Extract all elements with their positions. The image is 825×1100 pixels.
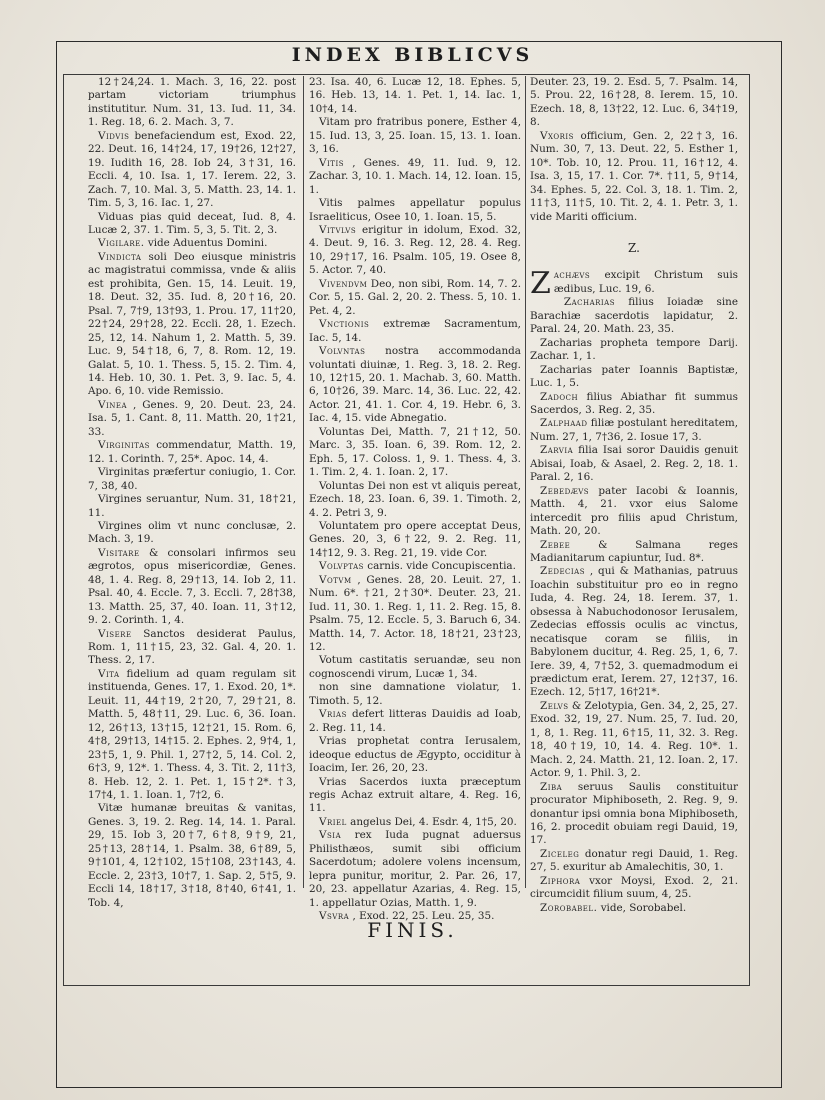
index-entry <box>309 574 521 655</box>
entry-text: Votum castitatis seruandæ, seu non cognoscendi virum, Lucæ 1, 34. <box>309 654 521 680</box>
entry-text: erigitur in idolum, Exod. 32, 4. Deut. 9, 16. 3. Reg. 12, 28. 4. Reg. 10, 29†17, 16. Psalm. 105, 19. Osee 8, 5. Actor. 7, 40. <box>309 223 521 277</box>
entry-headword: Vitvlvs <box>319 223 357 236</box>
index-entry <box>530 875 738 902</box>
index-entry <box>309 829 521 910</box>
index-entry <box>530 848 738 875</box>
entry-text: Voluntatem pro opere acceptat Deus, Genes. 20, 3, 6†22, 9. 2. Reg. 11, 14†12, 9. 3. Reg. 21, 19. vide Cor. <box>309 519 521 559</box>
entry-headword: Vinea <box>98 398 128 411</box>
index-entry <box>309 157 521 197</box>
entry-text: Vitis palmes appellatur populus Israeliticus, Osee 10, 1. Ioan. 15, 5. <box>309 197 521 223</box>
index-entry <box>88 668 296 803</box>
index-entry <box>530 781 738 848</box>
entry-text: , Genes. 49, 11. Iud. 9, 12. Zachar. 3, 10. 1. Mach. 14, 12. Ioan. 15, 1. <box>309 156 521 196</box>
index-entry <box>309 681 521 708</box>
entry-headword: Vrias <box>319 708 347 721</box>
index-entry <box>530 700 738 781</box>
entry-text: Deo, non sibi, Rom. 14, 7. 2. Cor. 5, 15. Gal. 2, 20. 2. Thess. 5, 10. 1. Pet. 4, 2. <box>309 277 521 317</box>
index-entry <box>88 237 296 250</box>
entry-headword: Vnctionis <box>319 318 370 331</box>
entry-headword: Votvm <box>319 573 352 586</box>
entry-text: , Exod. 22, 25. Leu. 25, 35. <box>352 910 495 923</box>
index-entry <box>88 547 296 628</box>
entries-v-end <box>530 76 738 224</box>
entry-headword: Zebee <box>540 538 571 551</box>
entry-headword: Vigilare. <box>98 237 145 250</box>
index-entry <box>88 211 296 238</box>
entry-text: non sine damnatione violatur, 1. Timoth. 5, 12. <box>309 681 521 707</box>
entry-text: & Zelotypia, Gen. 34, 2, 25, 27. Exod. 32, 19, 27. Num. 25, 7. Iud. 20, 1, 8, 1. Reg. 11, 6†15, 11, 32. 3. Reg. 18, 40†19, 10, 14. 4. Reg. 10*. 1. Mach. 2, 24. Matth. 21, 12. Ioan. 2, 17. Actor. 9, 1. Phil. 3, 2. <box>530 699 738 780</box>
entry-text: vide, Sorobabel. <box>600 901 687 914</box>
column-rule-left <box>303 76 304 888</box>
entry-text: carnis. vide Concupiscentia. <box>367 560 516 573</box>
drop-cap-letter: Z <box>530 266 551 302</box>
entry-text: Vitæ humanæ breuitas & vanitas, Genes. 3, 19. 2. Reg. 14, 14. 1. Paral. 29, 15. Iob 3, 20†7, 6†8, 9†9, 21, 25†13, 28†14, 1. Psalm. 38, 6†89, 5, 9†101, 4, 12†102, 15†108, 23†143, 4. Eccle. 2, 23†3, 10†7, 1. Sap. 2, 5†5, 9. Eccli 14, 18†17, 3†18, 8†40, 6†41, 1. Tob. 4, <box>88 802 296 909</box>
index-entry <box>309 560 521 573</box>
entry-headword: Ziceleg <box>540 847 580 860</box>
index-entry <box>88 520 296 547</box>
entry-text: & Salmana reges Madianitarum capiuntur, Iud. 8*. <box>530 538 738 564</box>
entry-headword: Volvntas <box>319 345 366 358</box>
index-entry <box>88 628 296 668</box>
entry-text: filius Ioiadæ sine Barachiæ sacerdotis lapidatur, 2. Paral. 24, 20. Math. 23, 35. <box>530 296 738 336</box>
entry-text: commendatur, Matth. 19, 12. 1. Corinth. 7, 25*. Apoc. 14, 4. <box>88 439 296 465</box>
entry-text: officium, Gen. 2, 22†3, 16. Num. 30, 7, 13. Deut. 22, 5. Esther 1, 10*. Tob. 10, 12. Prou. 11, 16†12, 4. Isa. 3, 15, 17. 1. Cor. 7*. †11, 5, 9†14, 34. Ephes. 5, 22. Col. 3, 18. 1. Tim. 2, 11†3, 11†5, 10. Tit. 2, 4. 1. Petr. 3, 1. vide Mariti officium. <box>530 129 738 223</box>
index-entry <box>530 902 738 915</box>
entry-headword: Zacharias <box>563 296 616 309</box>
index-entry <box>309 426 521 480</box>
entry-text: filiæ postulant hereditatem, Num. 27, 1, 7†36, 2. Iosue 17, 3. <box>530 417 738 443</box>
entry-text: angelus Dei, 4. Esdr. 4, 1†5, 20. <box>350 815 517 828</box>
index-entry <box>88 466 296 493</box>
entry-text: benefaciendum est, Exod. 22, 22. Deut. 16, 14†24, 17, 19†26, 12†27, 19. Iudith 16, 28. Iob 24, 3†31, 16. Eccli. 4, 10. Isa. 1, 17. Ierem. 22, 3. Zach. 7, 10. Mal. 3, 5. Matth. 23, 14. 1. Tim. 5, 3, 16. Iac. 1, 27. <box>88 129 296 210</box>
entry-headword: Vita <box>98 667 120 680</box>
letter-heading-z: Z. <box>628 240 640 255</box>
entry-headword: Volvptas <box>319 560 364 573</box>
entry-headword: Vriel <box>319 815 347 828</box>
entry-headword: Vsia <box>319 829 342 842</box>
index-entry <box>530 76 738 130</box>
index-entry <box>309 816 521 829</box>
entry-text: 23. Isa. 40, 6. Lucæ 12, 18. Ephes. 5, 16. Heb. 13, 14. 1. Pet. 1, 14. Iac. 1, 10†4, 14. <box>309 76 521 115</box>
entry-headword: achævs <box>553 269 591 282</box>
index-entry <box>309 197 521 224</box>
entry-text: pater Iacobi & Ioannis, Matth. 4, 21. vxor eius Salome intercedit pro filiis apud Christum, Math. 20, 20. <box>530 484 738 538</box>
index-entry <box>88 130 296 211</box>
entry-headword: Visere <box>98 627 132 640</box>
index-entry <box>530 565 738 700</box>
index-entry <box>309 480 521 520</box>
index-entry <box>88 399 296 439</box>
entry-text: Zacharias pater Ioannis Baptistæ, Luc. 1, 5. <box>530 363 738 390</box>
entry-headword: Zorobabel. <box>540 901 598 914</box>
entry-text: Virgines seruantur, Num. 31, 18†21, 11. <box>88 493 296 519</box>
entry-text: 12†24,24. 1. Mach. 3, 16, 22. post partam victoriam triumphus institutitur. Num. 31, 13. Iud. 11, 34. 1. Reg. 18, 6. 2. Mach. 3, 7. <box>88 76 296 129</box>
index-entry <box>309 735 521 775</box>
entry-text: filia Isai soror Dauidis genuit Abisai, Ioab, & Asael, 2. Reg. 2, 18. 1. Paral. 2, 16. <box>530 444 738 484</box>
index-column-1 <box>88 76 296 984</box>
entry-headword: Zelvs <box>540 699 569 712</box>
index-entry <box>88 802 296 910</box>
entry-headword: Virginitas <box>98 439 150 452</box>
index-entry <box>309 708 521 735</box>
entry-text: , Genes. 9, 20. Deut. 23, 24. Isa. 5, 1. Cant. 8, 11. Matth. 20, 1†21, 33. <box>88 398 296 438</box>
index-entry <box>309 520 521 560</box>
entry-text: nostra accommodanda voluntati diuinæ, 1. Reg. 3, 18. 2. Reg. 10, 12†15, 20. 1. Machab. 3, 60. Matth. 6, 10†26, 39. Marc. 14, 36. Luc. 22, 42. Actor. 21, 41. 1. Cor. 4, 19. Hebr. 6, 3. Iac. 4, 15. vide Abnegatio. <box>309 345 521 425</box>
entry-text: rex Iuda pugnat aduersus Philisthæos, sumit sibi officium Sacerdotum; adolere volens incensum, lepra punitur, moritur, 2. Par. 26, 17, 20, 23. appellatur Azarias, 4. Reg. 15, 1. appellatur Ozias, Matth. 1, 9. <box>309 829 521 909</box>
index-entry <box>309 278 521 318</box>
entry-headword: Zebedævs <box>540 484 590 497</box>
index-entry <box>309 116 521 156</box>
index-entry <box>530 539 738 566</box>
entry-headword: Vxoris <box>540 129 574 142</box>
index-entry <box>88 439 296 466</box>
entry-headword: Ziba <box>540 780 563 793</box>
entry-text: Virginitas præfertur coniugio, 1. Cor. 7, 38, 40. <box>88 466 296 492</box>
index-entry <box>530 417 738 444</box>
entry-headword: Vitis <box>319 156 344 169</box>
entry-text: Vrias prophetat contra Ierusalem, ideoque eductus de Ægypto, occiditur à Ioacim, Ier. 26, 20, 23. <box>309 735 521 775</box>
index-entry <box>530 296 738 336</box>
entries-z <box>530 296 738 915</box>
entry-headword: Zarvia <box>540 444 574 457</box>
index-entry <box>88 76 296 130</box>
index-entry-zachaeus <box>530 266 738 302</box>
entry-text: filius Abiathar fit summus Sacerdos, 3. Reg. 2, 35. <box>530 390 738 416</box>
index-entry <box>88 251 296 399</box>
index-entry <box>309 345 521 426</box>
index-entry <box>309 654 521 681</box>
entry-text: Vrias Sacerdos iuxta præceptum regis Achaz extruit altare, 4. Reg. 16, 11. <box>309 775 521 815</box>
entry-text: , Genes. 28, 20. Leuit. 27, 1. Num. 6*. †21, 2†30*. Deuter. 23, 21. Iud. 11, 30. 1. Reg. 1, 11. 2. Reg. 15, 8. Psalm. 75, 12. Eccle. 5, 3. Baruch 6, 34. Matth. 14, 7. Actor. 18, 18†21, 23†23, 12. <box>309 573 521 654</box>
page-title: INDEX BIBLICVS <box>291 44 534 66</box>
index-entry <box>309 224 521 278</box>
entry-text: Viduas pias quid deceat, Iud. 8, 4. Lucæ 2, 37. 1. Tim. 5, 3, 5. Tit. 2, 3. <box>88 210 296 236</box>
entry-headword: Visitare <box>98 546 140 559</box>
entry-text: & consolari infirmos seu ægrotos, opus misericordiæ, Genes. 48, 1. 4. Reg. 8, 29†13, 14. Iob 2, 11. Psal. 40, 4. Eccle. 7, 3. Eccli. 7, 28†38, 13. Matth. 25, 37, 40. Ioan. 11, 3†12, 9. 2. Corinth. 1, 4. <box>88 546 296 627</box>
entry-text: Voluntas Dei non est vt aliquis pereat, Ezech. 18, 23. Ioan. 6, 39. 1. Timoth. 2, 4. 2. Petri 3, 9. <box>309 479 521 519</box>
entry-text: Zacharias propheta tempore Darij. Zachar. 1, 1. <box>530 336 738 363</box>
index-entry <box>530 337 738 364</box>
index-entry <box>530 391 738 418</box>
entry-text: vxor Moysi, Exod. 2, 21. circumcidit filium suum, 4, 25. <box>530 874 738 901</box>
entry-headword: Zalphaad <box>540 417 588 430</box>
entry-text: Voluntas Dei, Matth. 7, 21†12, 50. Marc. 3, 35. Ioan. 6, 39. Rom. 12, 2. Eph. 5, 17. Coloss. 1, 9. 1. Thess. 4, 3. 1. Tim. 2, 4. 1. Ioan. 2, 17. <box>309 425 521 479</box>
index-entry <box>309 776 521 816</box>
index-column-3 <box>530 76 738 984</box>
entry-text: Virgines olim vt nunc conclusæ, 2. Mach. 3, 19. <box>88 519 296 546</box>
index-entry <box>530 364 738 391</box>
entry-text: defert litteras Dauidis ad Ioab, 2. Reg. 11, 14. <box>309 708 521 734</box>
entry-text: Deuter. 23, 19. 2. Esd. 5, 7. Psalm. 14, 5. Prou. 22, 16†28, 8. Ierem. 15, 10. Ezech. 18, 8, 13†22, 12. Luc. 6, 34†19, 8. <box>530 76 738 129</box>
index-column-2 <box>309 76 521 984</box>
entry-text: extremæ Sacramentum, Iac. 5, 14. <box>309 318 521 344</box>
entry-headword: Ziphora <box>540 874 581 887</box>
entry-text: soli Deo eiusque ministris ac magistratui commissa, vnde & aliis est prohibita, Gen. 15, 14. Leuit. 19, 18. Deut. 32, 35. Iud. 8, 20†16, 20. Psal. 7, 7†9, 13†93, 1. Prou. 17, 11†20, 22†24, 29†28, 22. Eccli. 28, 1. Ezech. 25, 12, 14. Nahum 1, 2. Matth. 5, 39. Luc. 9, 54†18, 6, 7, 8. Rom. 12, 19. Galat. 5, 10. 1. Thess. 5, 15. 2. Tim. 4, 14. Heb. 10, 30. 1. Pet. 3, 9. Iac. 5, 4. Apo. 6, 10. vide Remissio. <box>88 250 296 398</box>
index-entry <box>309 76 521 116</box>
entry-headword: Zedecias <box>540 565 586 578</box>
entry-text: donatur regi Dauid, 1. Reg. 27, 5. exuritur ab Amalechitis, 30, 1. <box>530 847 738 874</box>
index-entry <box>530 485 738 539</box>
entry-text: vide Aduentus Domini. <box>147 237 268 250</box>
entry-headword: Vivendvm <box>319 277 368 290</box>
entry-headword: Vsvra <box>319 910 350 923</box>
entry-text: excipit Christum suis ædibus, Luc. 19, 6. <box>553 269 738 295</box>
index-entry <box>309 318 521 345</box>
entry-headword: Vindicta <box>98 250 142 263</box>
index-entry <box>88 493 296 520</box>
index-entry <box>530 130 738 224</box>
entry-text: seruus Saulis constituitur procurator Miphiboseth, 2. Reg. 9, 9. donantur ipsi omnia bona Miphiboseth, 16, 2. procedit obuiam regi Dauid, 19, 17. <box>530 780 738 847</box>
entry-text: Vitam pro fratribus ponere, Esther 4, 15. Iud. 13, 3, 25. Ioan. 15, 13. 1. Ioan. 3, 16. <box>309 116 521 156</box>
entry-text: , qui & Mathanias, patruus Ioachin substituitur pro eo in regno Iuda, 4. Reg. 24, 18. Ierem. 37, 1. obsessa à Nabuchodonosor Ierusalem, Zedecias effossis oculis ac vinctus, necatisque coram se filiis, in Babylonem ducitur, 4. Reg. 25, 1, 6, 7. Iere. 39, 4, 7†52, 3. quemadmodum ei prædictum erat, Ierem. 27, 12†37, 16. Ezech. 12, 5†17, 16†21*. <box>530 565 738 699</box>
entry-text: Sanctos desiderat Paulus, Rom. 1, 11†15, 23, 32. Gal. 4, 20. 1. Thess. 2, 17. <box>88 627 296 667</box>
finis-colophon: FINIS. <box>367 918 458 942</box>
entry-headword: Vidvis <box>98 129 130 142</box>
column-rule-right <box>525 76 526 888</box>
entry-headword: Zadoch <box>540 390 579 403</box>
entry-text: fidelium ad quam regulam sit instituenda, Genes. 17, 1. Exod. 20, 1*. Leuit. 11, 44†19, 2†20, 7, 29†21, 8. Matth. 5, 48†11, 29. Luc. 6, 36. Ioan. 12, 26†13, 13†15, 12†21, 15. Rom. 6, 4†8, 29†13, 14†15. 2. Ephes. 2, 9†4, 1, 23†5, 1, 9. Phil. 1, 27†2, 5, 14. Col. 2, 6†3, 9, 12*. 1. Thess. 4, 3. Tit. 2, 11†3, 8. Heb. 12, 2. 1. Pet. 1, 15†2*. †3, 17†4, 1. 1. Ioan. 1, 7†2, 6. <box>88 667 296 802</box>
index-entry <box>530 444 738 484</box>
